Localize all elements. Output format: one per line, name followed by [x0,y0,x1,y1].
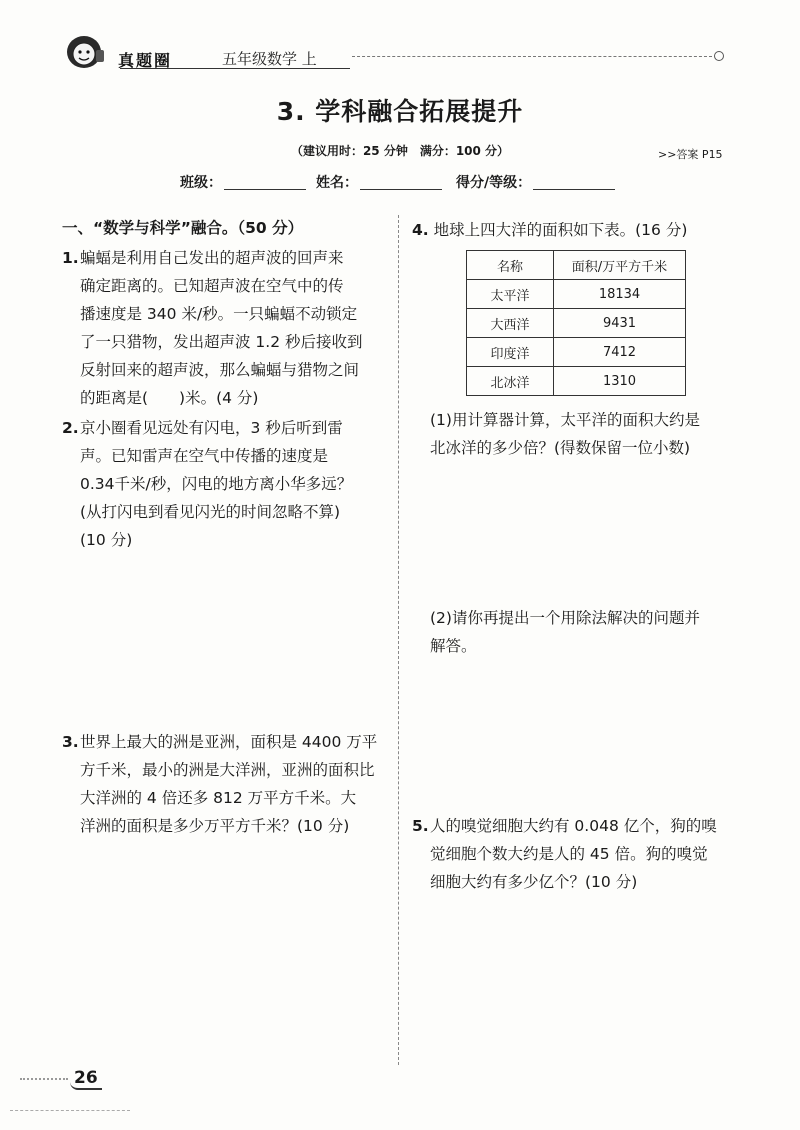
name-blank[interactable] [360,175,442,190]
q2-line: (从打闪电到看见闪光的时间忽略不算) [80,503,341,521]
header-circle-icon [714,51,724,61]
table-row [467,309,686,338]
q1-line: 播速度是 340 米/秒。一只蝙蝠不动锁定 [80,305,358,323]
table-cell: 印度洋 [467,338,554,367]
q4-text: 地球上四大洋的面积如下表。(16 分) [433,221,688,239]
q5-line: 觉细胞个数大约是人的 45 倍。狗的嗅觉 [430,845,708,863]
page-header [0,0,800,80]
q1-line: 了一只猎物，发出超声波 1.2 秒后接收到 [80,333,363,351]
q2-line: (10 分) [80,531,133,549]
footer-dots [20,1078,68,1080]
table-cell: 18134 [554,280,686,309]
table-header-row [467,251,686,280]
table-cell: 1310 [554,367,686,396]
q4-number: 4. [412,221,429,239]
q3-line: 世界上最大的洲是亚洲，面积是 4400 万平 [80,733,378,751]
question-4 [412,216,742,244]
q2-number: 2. [62,419,79,437]
q1-line: 的距离是( )米。(4 分) [80,389,259,407]
q4-part2-line: (2)请你再提出一个用除法解决的问题并 [430,609,700,627]
header-dashed-rule [352,56,712,57]
answer-reference: >>答案 P15 [658,148,723,161]
q3-line: 大洋洲的 4 倍还多 812 万平方千米。大 [80,789,357,807]
page-title: 3. 学科融合拓展提升 [276,97,524,126]
q4-part1-line: (1)用计算器计算，太平洋的面积大约是 [430,411,700,429]
q2-line: 京小圈看见远处有闪电，3 秒后听到雷 [80,419,343,437]
table-cell: 大西洋 [467,309,554,338]
header-underline [120,68,350,69]
page-number: 26 [70,1068,102,1090]
q1-line: 反射回来的超声波，那么蝙蝠与猎物之间 [80,361,360,379]
score-field [456,172,615,192]
q1-line: 确定距离的。已知超声波在空气中的传 [80,277,344,295]
class-label: 班级： [180,175,222,191]
name-field [316,172,442,192]
table-row [467,367,686,396]
name-label: 姓名： [316,175,358,191]
table-cell: 太平洋 [467,280,554,309]
table-header-cell: 面积/万平方千米 [554,251,686,280]
score-label: 得分/等级： [456,175,532,191]
mascot-icon [64,30,108,70]
q5-line: 细胞大约有多少亿个？(10 分) [430,873,638,891]
table-header-cell: 名称 [467,251,554,280]
table-cell: 北冰洋 [467,367,554,396]
q2-line: 声。已知雷声在空气中传播的速度是 [80,447,329,465]
table-row [467,280,686,309]
q3-number: 3. [62,733,79,751]
q4-part1-line: 北冰洋的多少倍？(得数保留一位小数) [430,439,691,457]
question-4-part-2 [430,604,750,660]
oceans-table [466,250,686,396]
table-row [467,338,686,367]
question-4-part-1 [430,406,750,462]
logo-text: 真题圈 [118,51,173,70]
footer-dashed-rule [10,1110,130,1111]
table-cell: 9431 [554,309,686,338]
q1-number: 1. [62,249,79,267]
class-field [180,172,306,192]
class-blank[interactable] [224,175,306,190]
book-title: 五年级数学 上 [222,50,317,68]
q2-line: 0.34千米/秒，闪电的地方离小华多远？ [80,475,353,493]
q3-line: 洋洲的面积是多少万平方千米？(10 分) [80,817,350,835]
q1-line: 蝙蝠是利用自己发出的超声波的回声来 [80,249,344,267]
score-blank[interactable] [533,175,615,190]
table-cell: 7412 [554,338,686,367]
q5-number: 5. [412,817,429,835]
subtitle: （建议用时：25 分钟 满分：100 分） [290,144,510,158]
q5-line: 人的嗅觉细胞大约有 0.048 亿个，狗的嗅 [430,817,717,835]
q4-part2-line: 解答。 [430,637,477,655]
section1-heading: 一、“数学与科学”融合。（50 分） [62,219,304,237]
column-divider [398,215,399,1065]
q3-line: 方千米，最小的洲是大洋洲，亚洲的面积比 [80,761,375,779]
